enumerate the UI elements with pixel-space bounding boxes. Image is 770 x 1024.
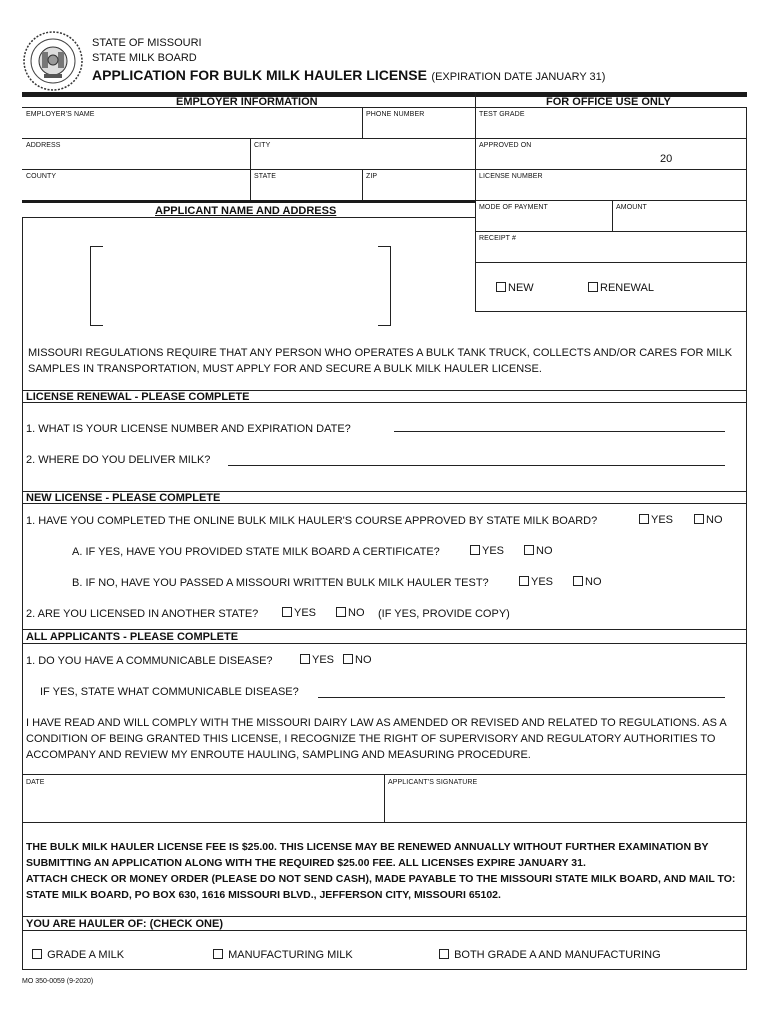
approved-on-field[interactable]: APPROVED ON: [479, 142, 532, 149]
checkbox-icon: [519, 576, 529, 586]
new-license-heading: NEW LICENSE - PLEASE COMPLETE: [26, 492, 221, 504]
q1b-yes-checkbox[interactable]: YES: [519, 576, 553, 588]
form-number: MO 350-0059 (9-2020): [22, 978, 94, 985]
q2-yes-checkbox[interactable]: YES: [282, 607, 316, 619]
new-q1: 1. HAVE YOU COMPLETED THE ONLINE BULK MILK HAULER'S COURSE APPROVED BY STATE MILK BOARD?: [26, 515, 598, 527]
employer-heading: EMPLOYER INFORMATION: [176, 96, 318, 108]
checkbox-icon: [639, 514, 649, 524]
applicant-bar: [22, 200, 476, 203]
employer-name-field[interactable]: EMPLOYER'S NAME: [26, 111, 95, 118]
header-board: STATE MILK BOARD: [92, 52, 197, 64]
certification-text: I HAVE READ AND WILL COMPLY WITH THE MISSOURI DAIRY LAW AS AMENDED OR REVISED AND RELATED TO REGULATIONS. AS A CONDITION OF BEING GRANTED THIS LICENSE, I RECOGNIZE THE RIGHT OF SUPERVISORY AND REGULATORY AUTHORITIES TO ACCOMPANY AND REVIEW MY ENROUTE HAULING, SAMPLING AND MEASURING PROCEDURE.: [26, 717, 727, 761]
checkbox-icon: [573, 576, 583, 586]
q2-no-checkbox[interactable]: NO: [336, 607, 365, 619]
checkbox-icon: [336, 607, 346, 617]
new-q1b: B. IF NO, HAVE YOU PASSED A MISSOURI WRITTEN BULK MILK HAULER TEST?: [72, 577, 489, 589]
both-checkbox[interactable]: BOTH GRADE A AND MANUFACTURING: [439, 949, 661, 961]
hauler-heading: YOU ARE HAULER OF: (CHECK ONE): [26, 918, 223, 930]
page-title: APPLICATION FOR BULK MILK HAULER LICENSE (EXPIRATION DATE JANUARY 31): [92, 67, 606, 83]
amount-field[interactable]: AMOUNT: [616, 204, 647, 211]
checkbox-icon: [213, 949, 223, 959]
payment-mode-field[interactable]: MODE OF PAYMENT: [479, 204, 548, 211]
q1b-no-checkbox[interactable]: NO: [573, 576, 602, 588]
test-grade-field[interactable]: TEST GRADE: [479, 111, 525, 118]
date-field[interactable]: DATE: [26, 779, 45, 786]
phone-field[interactable]: PHONE NUMBER: [366, 111, 425, 118]
new-checkbox[interactable]: NEW: [496, 282, 534, 294]
office-heading: FOR OFFICE USE ONLY: [546, 96, 671, 108]
q1a-yes-checkbox[interactable]: YES: [470, 545, 504, 557]
license-number-input[interactable]: [394, 431, 725, 432]
checkbox-icon: [32, 949, 42, 959]
signature-field[interactable]: APPLICANT'S SIGNATURE: [388, 779, 478, 786]
city-field[interactable]: CITY: [254, 142, 271, 149]
q1a-no-checkbox[interactable]: NO: [524, 545, 553, 557]
checkbox-icon: [282, 607, 292, 617]
disease-no-checkbox[interactable]: NO: [343, 654, 372, 666]
manufacturing-checkbox[interactable]: MANUFACTURING MILK: [213, 949, 353, 961]
deliver-milk-input[interactable]: [228, 465, 725, 466]
disease-question: 1. DO YOU HAVE A COMMUNICABLE DISEASE?: [26, 655, 273, 667]
address-field[interactable]: ADDRESS: [26, 142, 61, 149]
disease-input[interactable]: [318, 697, 725, 698]
zip-field[interactable]: ZIP: [366, 173, 378, 180]
new-q2: 2. ARE YOU LICENSED IN ANOTHER STATE?: [26, 608, 259, 620]
license-number-field[interactable]: LICENSE NUMBER: [479, 173, 543, 180]
receipt-field[interactable]: RECEIPT #: [479, 235, 516, 242]
approved-year: 20: [660, 153, 673, 165]
state-seal: [22, 30, 84, 92]
renewal-checkbox[interactable]: RENEWAL: [588, 282, 654, 294]
applicant-heading: APPLICANT NAME AND ADDRESS: [155, 205, 337, 217]
disease-followup: IF YES, STATE WHAT COMMUNICABLE DISEASE?: [40, 686, 299, 698]
checkbox-icon: [470, 545, 480, 555]
q2-note: (IF YES, PROVIDE COPY): [378, 608, 510, 620]
all-applicants-heading: ALL APPLICANTS - PLEASE COMPLETE: [26, 631, 239, 643]
regulations-text: MISSOURI REGULATIONS REQUIRE THAT ANY PERSON WHO OPERATES A BULK TANK TRUCK, COLLECTS AND/OR CARES FOR MILK SAMPLES IN TRANSPORTATION, MUST APPLY FOR AND SECURE A BULK MILK HAULER LICENSE.: [28, 347, 733, 375]
new-q1a: A. IF YES, HAVE YOU PROVIDED STATE MILK BOARD A CERTIFICATE?: [72, 546, 440, 558]
checkbox-icon: [524, 545, 534, 555]
checkbox-icon: [694, 514, 704, 524]
state-field[interactable]: STATE: [254, 173, 277, 180]
q1-no-checkbox[interactable]: NO: [694, 514, 723, 526]
county-field[interactable]: COUNTY: [26, 173, 57, 180]
fee-text: THE BULK MILK HAULER LICENSE FEE IS $25.00. THIS LICENSE MAY BE RENEWED ANNUALLY WITHOUT FURTHER EXAMINATION BY SUBMITTING AN APPLICATION ALONG WITH THE REQUIRED $25.00 FEE. ALL LICENSES EXPIRE JANUARY 31.: [26, 841, 709, 869]
grade-a-checkbox[interactable]: GRADE A MILK: [32, 949, 124, 961]
renewal-heading: LICENSE RENEWAL - PLEASE COMPLETE: [26, 391, 250, 403]
checkbox-icon: [439, 949, 449, 959]
disease-yes-checkbox[interactable]: YES: [300, 654, 334, 666]
checkbox-icon: [343, 654, 353, 664]
checkbox-icon: [300, 654, 310, 664]
renewal-q2: 2. WHERE DO YOU DELIVER MILK?: [26, 454, 211, 466]
q1-yes-checkbox[interactable]: YES: [639, 514, 673, 526]
mail-instructions: ATTACH CHECK OR MONEY ORDER (PLEASE DO NOT SEND CASH), MADE PAYABLE TO THE MISSOURI STATE MILK BOARD, AND MAIL TO: STATE MILK BOARD, PO BOX 630, 1616 MISSOURI BLVD., JEFFERSON CITY, MISSOURI 65102.: [26, 873, 736, 901]
employer-section: [22, 107, 476, 201]
header-state: STATE OF MISSOURI: [92, 37, 202, 49]
renewal-q1: 1. WHAT IS YOUR LICENSE NUMBER AND EXPIRATION DATE?: [26, 423, 351, 435]
